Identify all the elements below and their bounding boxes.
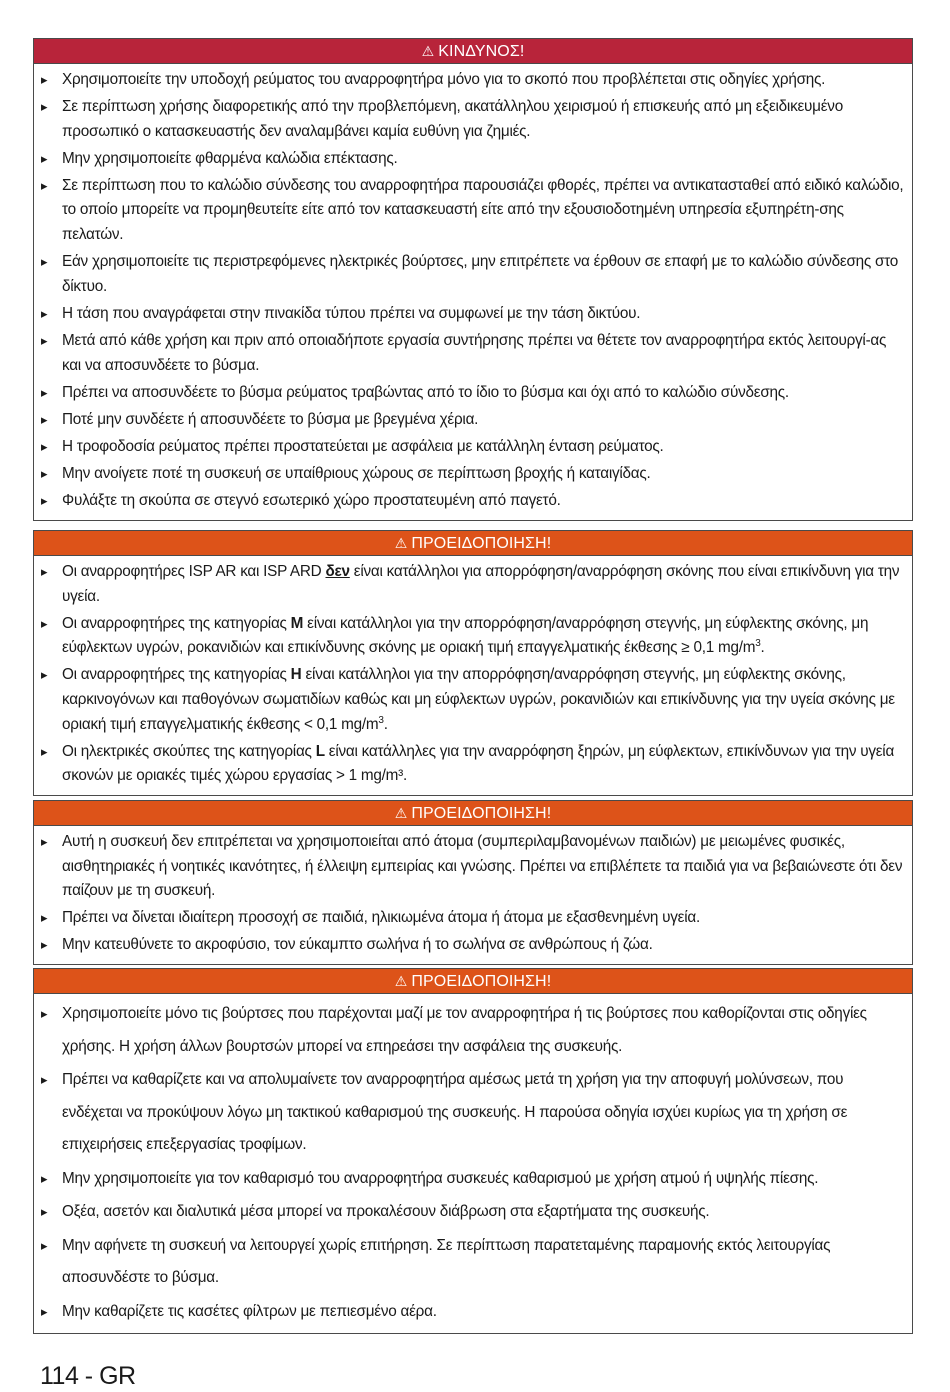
list-item: ▸ Πρέπει να αποσυνδέετε το βύσμα ρεύματος τραβώντας από το ίδιο το βύσμα και όχι από το καλώδιο σύνδεσης. (34, 381, 904, 406)
list-item: ▸ Μην ανοίγετε ποτέ τη συσκευή σε υπαίθριους χώρους σε περίπτωση βροχής ή καταιγίδας. (34, 462, 904, 487)
list-item: ▸ Μην αφήνετε τη συσκευή να λειτουργεί χωρίς επιτήρηση. Σε περίπτωση παρατεταμένης παραμονής εκτός λειτουργίας αποσυνδέστε το βύσμα. (34, 1230, 904, 1295)
warning-header (34, 969, 912, 994)
category-letter: H (290, 666, 302, 684)
item-text: είναι κατάλληλοι για την απορρόφηση/αναρρόφηση στεγνής, μη εύφλεκτης σκόνης, καρκινογόνων και παθογόνων σωματιδίων καθώς και μη εύφλεκτων υγρών, ροκανιδιών και επικίνδυνης για την υγεία σκόνης με οριακή τιμή επαγγελματικής έκθεσης < 0,1 mg/m (62, 666, 895, 733)
warning-list (34, 826, 912, 964)
list-item: ▸ Φυλάξτε τη σκούπα σε στεγνό εσωτερικό χώρο προστατευμένη από παγετό. (34, 489, 904, 514)
item-text: Οι αναρροφητήρες ISP AR και ISP ARD (62, 563, 326, 580)
list-item: ▸ Ποτέ μην συνδέετε ή αποσυνδέετε το βύσμα με βρεγμένα χέρια. (34, 408, 904, 433)
list-item: ▸ Η τροφοδοσία ρεύματος πρέπει προστατεύεται με ασφάλεια με κατάλληλη ένταση ρεύματος. (34, 435, 904, 460)
item-text: Οι ηλεκτρικές σκούπες της κατηγορίας (62, 742, 316, 760)
list-item: ▸ Μην χρησιμοποιείτε για τον καθαρισμό του αναρροφητήρα συσκευές καθαρισμού με χρήση ατμού ή υψηλής πίεσης. (34, 1163, 904, 1196)
warning-triangle-icon: ⚠ (394, 535, 408, 551)
warning-title: ΠΡΟΕΙΔΟΠΟΙΗΣΗ! (411, 805, 552, 822)
list-item: ▸ Μην καθαρίζετε τις κασέτες φίλτρων με πεπιεσμένο αέρα. (34, 1296, 904, 1329)
warning-box-dust (33, 530, 913, 796)
list-item: ▸ Χρησιμοποιείτε την υποδοχή ρεύματος του αναρροφητήρα μόνο για το σκοπό που προβλέπεται στις οδηγίες χρήσης. (34, 68, 904, 93)
warning-title: ΠΡΟΕΙΔΟΠΟΙΗΣΗ! (411, 535, 552, 552)
warning-box-persons (33, 800, 913, 965)
warning-header (34, 531, 912, 556)
category-letter: L (315, 742, 325, 760)
item-text: Οι αναρροφητήρες της κατηγορίας (62, 666, 291, 684)
warning-triangle-icon: ⚠ (394, 973, 408, 989)
warning-box-cleaning (33, 968, 913, 1334)
item-text: είναι κατάλληλοι για απορρόφηση/αναρρόφηση σκόνης που είναι επικίνδυνη για την υγεία. (62, 563, 900, 605)
list-item: ▸ Μην κατευθύνετε το ακροφύσιο, τον εύκαμπτο σωλήνα ή το σωλήνα σε ανθρώπους ή ζώα. (34, 933, 904, 958)
list-item: ▸ Πρέπει να καθαρίζετε και να απολυμαίνετε τον αναρροφητήρα αμέσως μετά τη χρήση για την αποφυγή μολύνσεων, που ενδέχεται να προκύψουν λόγω μη τακτικού καθαρισμού της συσκευής. Η παρούσα οδηγία ισχύει κυρίως για τη χρήση σε επιχειρήσεις επεξεργασίας τροφίμων. (34, 1064, 904, 1162)
list-item: ▸ Πρέπει να δίνεται ιδιαίτερη προσοχή σε παιδιά, ηλικιωμένα άτομα ή άτομα με εξασθενημένη υγεία. (34, 906, 904, 931)
warning-list (34, 556, 912, 795)
warning-triangle-icon: ⚠ (394, 805, 408, 821)
list-item (34, 612, 904, 661)
list-item: ▸ Μετά από κάθε χρήση και πριν από οποιαδήποτε εργασία συντήρησης πρέπει να θέτετε τον αναρροφητήρα εκτός λειτουργί-ας και να αποσυνδέετε το βύσμα. (34, 329, 904, 378)
list-item: ▸ Αυτή η συσκευή δεν επιτρέπεται να χρησιμοποιείται από άτομα (συμπεριλαμβανομένων παιδιών) με μειωμένες φυσικές, αισθητηριακές ή νοητικές ικανότητες, ή έλλειψη εμπειρίας και γνώσης. Πρέπει να επιβλέπετε τα παιδιά για να βεβαιώνεστε ότι δεν παίζουν με τη συσκευή. (34, 830, 904, 904)
category-letter: M (290, 614, 304, 632)
danger-header (34, 39, 912, 64)
list-item: ▸ Μην χρησιμοποιείτε φθαρμένα καλώδια επέκτασης. (34, 147, 904, 172)
warning-title: ΠΡΟΕΙΔΟΠΟΙΗΣΗ! (411, 973, 552, 990)
superscript: 3 (755, 638, 761, 650)
item-text: είναι κατάλληλες για την αναρρόφηση ξηρών, μη εύφλεκτων, επικίνδυνων για την υγεία σκονών με οριακές τιμές χώρου εργασίας > 1 mg/m³. (62, 742, 895, 785)
item-text: . (760, 639, 765, 657)
list-item (34, 663, 904, 737)
list-item: ▸ Οξέα, ασετόν και διαλυτικά μέσα μπορεί να προκαλέσουν διάβρωση στα εξαρτήματα της συσκευής. (34, 1196, 904, 1229)
warning-triangle-icon: ⚠ (421, 43, 435, 59)
warning-list (34, 994, 912, 1333)
item-text: . (383, 715, 388, 733)
list-item: ▸ Σε περίπτωση χρήσης διαφορετικής από την προβλεπόμενη, ακατάλληλου χειρισμού ή επισκευής από μη εξειδικευμένο προσωπικό ο κατασκευαστής δεν αναλαμβάνει καμία ευθύνη για ζημιές. (34, 95, 904, 144)
item-text: είναι κατάλληλοι για την απορρόφηση/αναρρόφηση στεγνής, μη εύφλεκτης σκόνης, μη εύφλεκτων υγρών, ροκανιδιών και επικίνδυνης σκόνης με οριακή τιμή επαγγελματικής έκθεσης ≥ 0,1 mg/m (62, 614, 869, 657)
item-text: Οι αναρροφητήρες της κατηγορίας (62, 614, 291, 632)
page-number: 114 - GR (40, 1362, 136, 1390)
list-item (34, 560, 904, 609)
danger-title: ΚΙΝΔΥΝΟΣ! (438, 43, 525, 60)
list-item (34, 740, 904, 789)
danger-list (34, 64, 912, 520)
warning-header (34, 801, 912, 826)
emphasis-text: δεν (325, 563, 350, 580)
list-item: ▸ Εάν χρησιμοποιείτε τις περιστρεφόμενες ηλεκτρικές βούρτσες, μην επιτρέπετε να έρθουν σε επαφή με το καλώδιο σύνδεσης στο δίκτυο. (34, 250, 904, 299)
list-item: ▸ Σε περίπτωση που το καλώδιο σύνδεσης του αναρροφητήρα παρουσιάζει φθορές, πρέπει να αντικατασταθεί από ειδικό καλώδιο, το οποίο μπορείτε να προμηθευτείτε είτε από τον κατασκευαστή είτε από την εξουσιοδοτημένη υπηρεσία εξυπηρέτη-σης πελατών. (34, 174, 904, 248)
superscript: 3 (378, 714, 384, 726)
danger-box (33, 38, 913, 521)
list-item: ▸ Η τάση που αναγράφεται στην πινακίδα τύπου πρέπει να συμφωνεί με την τάση δικτύου. (34, 302, 904, 327)
list-item: ▸ Χρησιμοποιείτε μόνο τις βούρτσες που παρέχονται μαζί με τον αναρροφητήρα ή τις βούρτσες που καθορίζονται στις οδηγίες χρήσης. Η χρήση άλλων βουρτσών μπορεί να επηρεάσει την ασφάλεια της συσκευής. (34, 998, 904, 1063)
